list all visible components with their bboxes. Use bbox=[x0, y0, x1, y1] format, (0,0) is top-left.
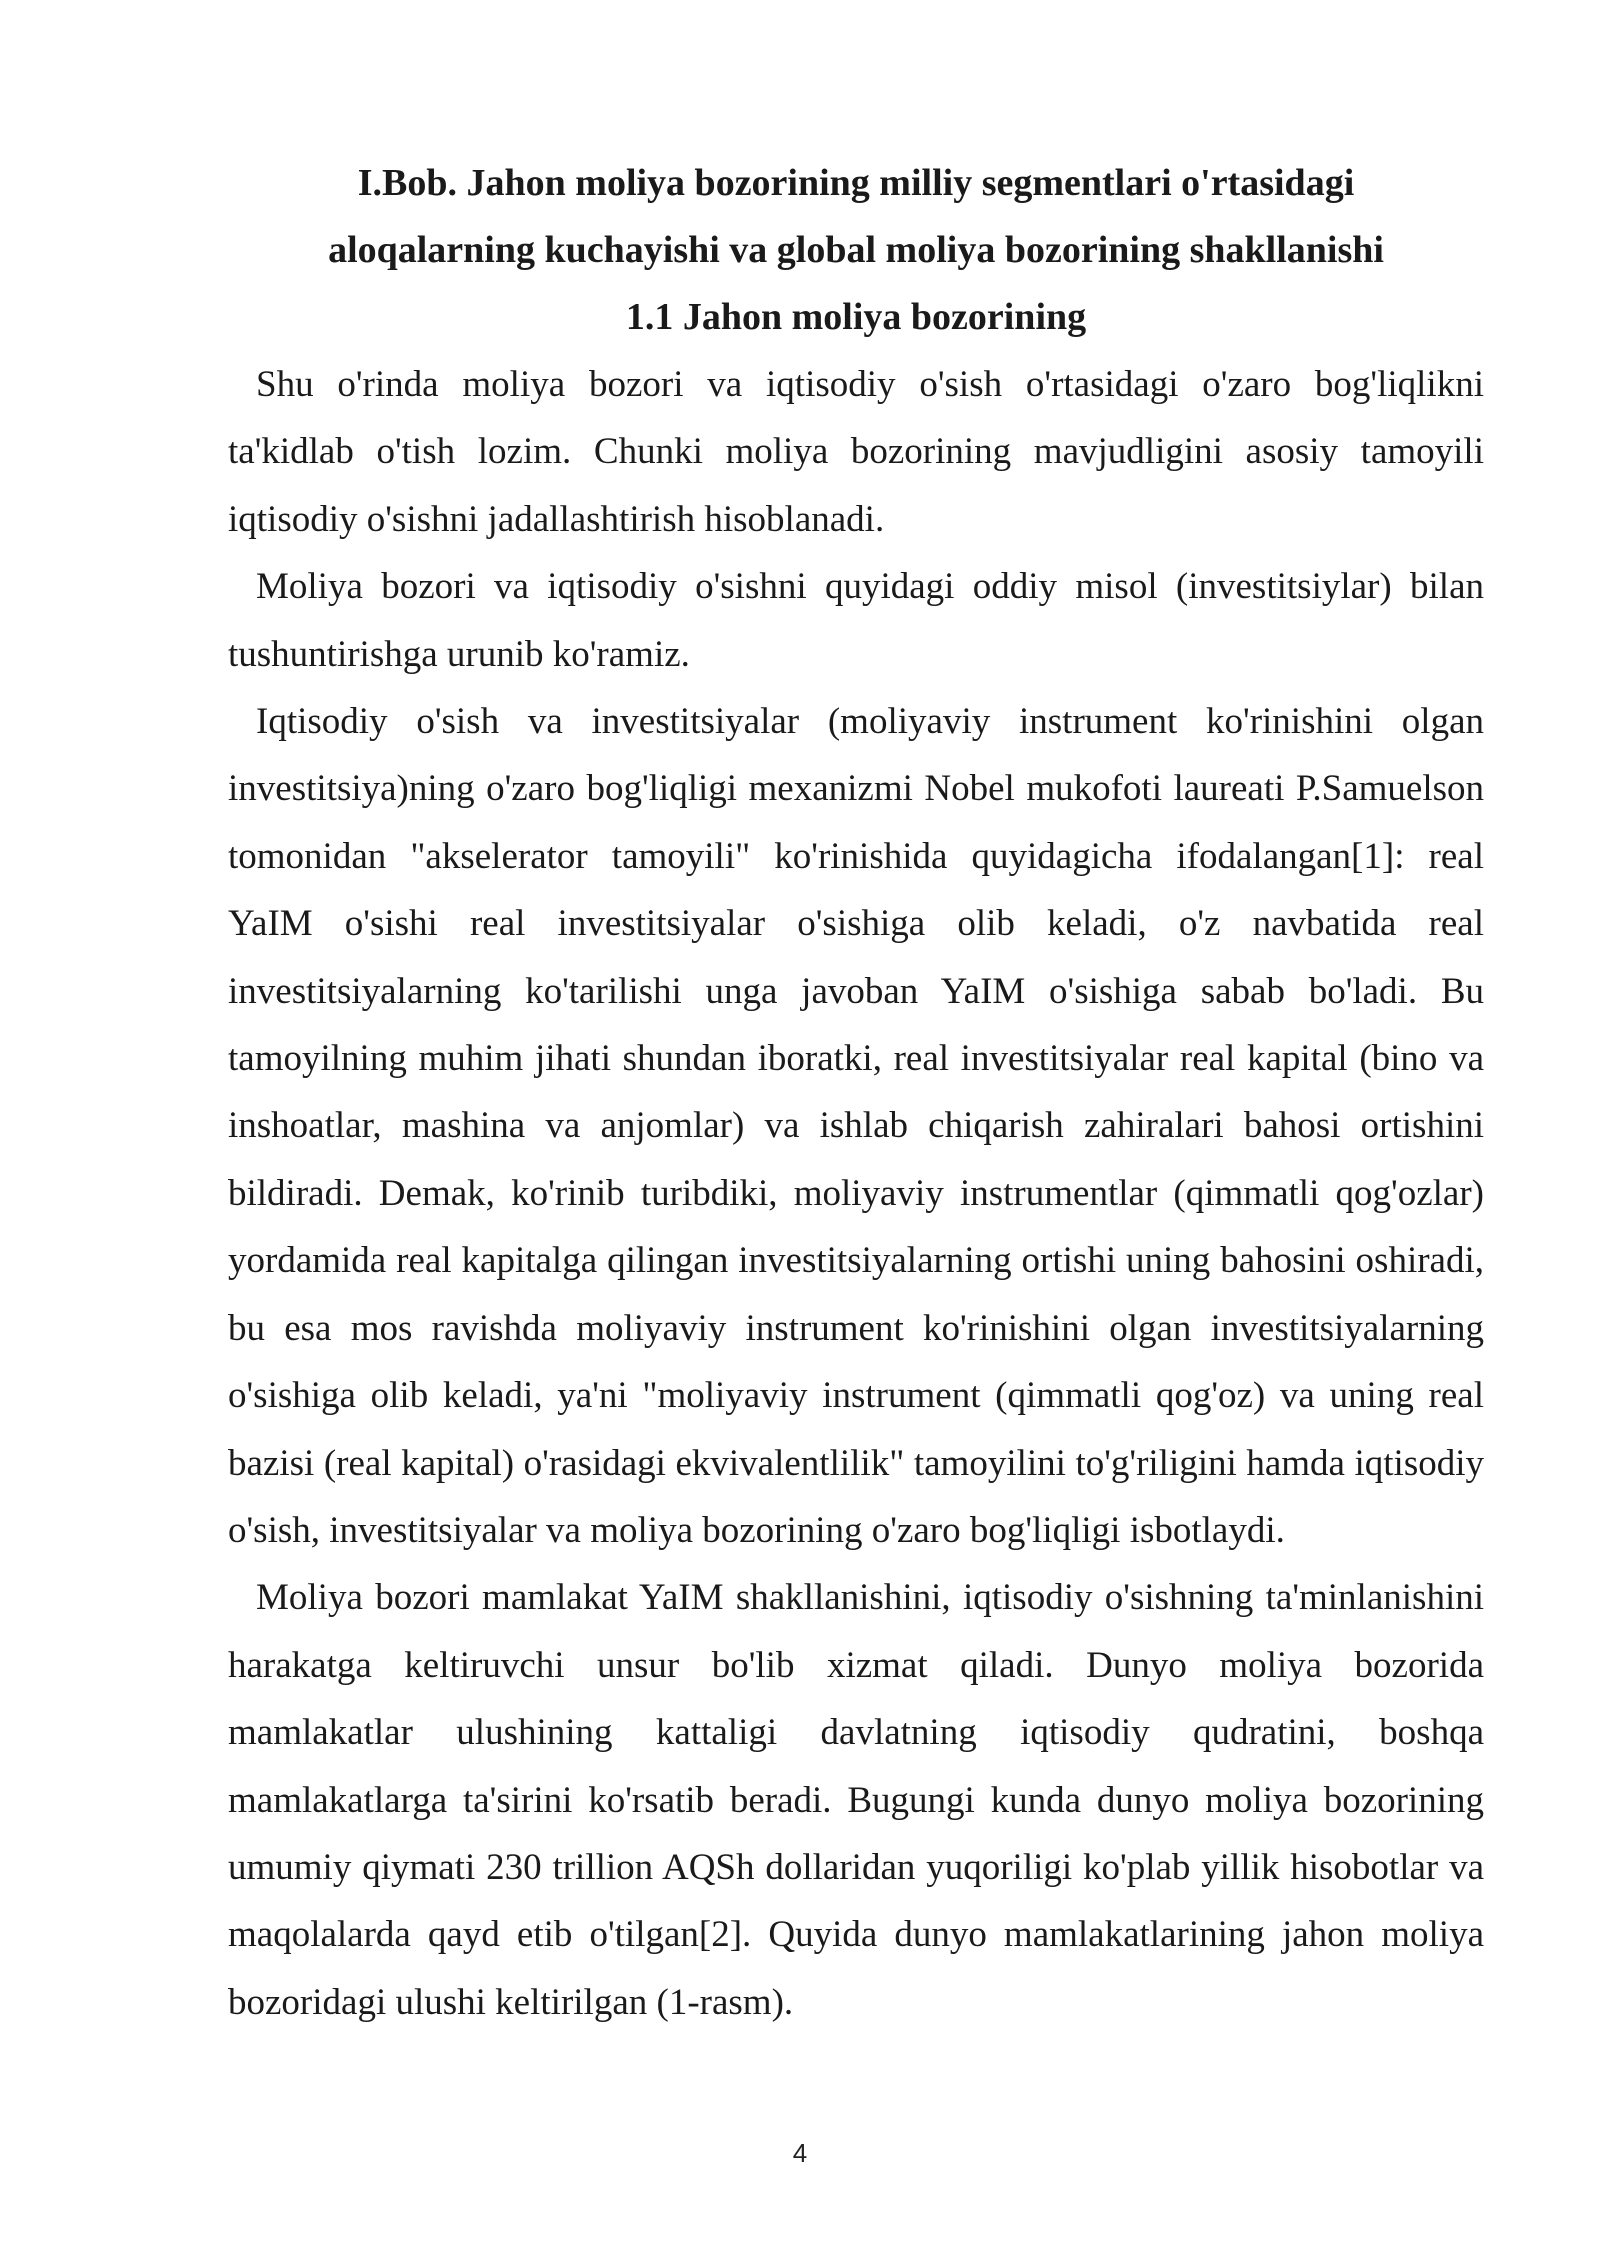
page-number: 4 bbox=[792, 2138, 808, 2168]
chapter-title-line-1: I.Bob. Jahon moliya bozorining milliy segmentlari o'rtasidagi bbox=[357, 162, 1355, 204]
paragraph-1: Shu o'rinda moliya bozori va iqtisodiy o'sish o'rtasidagi o'zaro bog'liqlikni ta'kidlab o'tish lozim. Chunki moliya bozorining mavjudligini asosiy tamoyili iqtisodiy o'sishni jadallashtirish hisoblanadi. bbox=[228, 364, 1484, 540]
paragraph-3: Iqtisodiy o'sish va investitsiyalar (moliyaviy instrument ko'rinishini olgan investitsiya)ning o'zaro bog'liqligi mexanizmi Nobel mukofoti laureati P.Samuelson tomonidan "akselerator tamoyili" ko'rinishida quyidagicha ifodalangan[1]: real YaIM o'sishi real investitsiyalar o'sishiga olib keladi, o'z navbatida real investitsiyalarning ko'tarilishi unga javoban YaIM o'sishiga sabab bo'ladi. Bu tamoyilning muhim jihati shundan iboratki, real investitsiyalar real kapital (bino va inshoatlar, mashina va anjomlar) va ishlab chiqarish zahiralari bahosi ortishini bildiradi. Demak, ko'rinib turibdiki, moliyaviy instrumentlar (qimmatli qog'ozlar) yordamida real kapitalga qilingan investitsiyalarning ortishi uning bahosini oshiradi, bu esa mos ravishda moliyaviy instrument ko'rinishini olgan investitsiyalarning o'sishiga olib keladi, ya'ni "moliyaviy instrument (qimmatli qog'oz) va uning real bazisi (real kapital) o'rasidagi ekvivalentlilik" tamoyilini to'g'riligini hamda iqtisodiy o'sish, investitsiyalar va moliya bozorining o'zaro bog'liqligi isbotlaydi. bbox=[228, 701, 1484, 1551]
document-page bbox=[228, 150, 1484, 2036]
paragraph-4: Moliya bozori mamlakat YaIM shakllanishini, iqtisodiy o'sishning ta'minlanishini harakatga keltiruvchi unsur bo'lib xizmat qiladi. Dunyo moliya bozorida mamlakatlar ulushining kattaligi davlatning iqtisodiy qudratini, boshqa mamlakatlarga ta'sirini ko'rsatib beradi. Bugungi kunda dunyo moliya bozorining umumiy qiymati 230 trillion AQSh dollaridan yuqoriligi ko'plab yillik hisobotlar va maqolalarda qayd etib o'tilgan[2]. Quyida dunyo mamlakatlarining jahon moliya bozoridagi ulushi keltirilgan (1-rasm). bbox=[228, 1577, 1484, 2023]
paragraph-2: Moliya bozori va iqtisodiy o'sishni quyidagi oddiy misol (investitsiylar) bilan tushuntirishga urunib ko'ramiz. bbox=[228, 566, 1484, 675]
section-title: 1.1 Jahon moliya bozorining bbox=[625, 296, 1087, 338]
chapter-title-line-2: aloqalarning kuchayishi va global moliya bozorining shakllanishi bbox=[328, 229, 1384, 271]
